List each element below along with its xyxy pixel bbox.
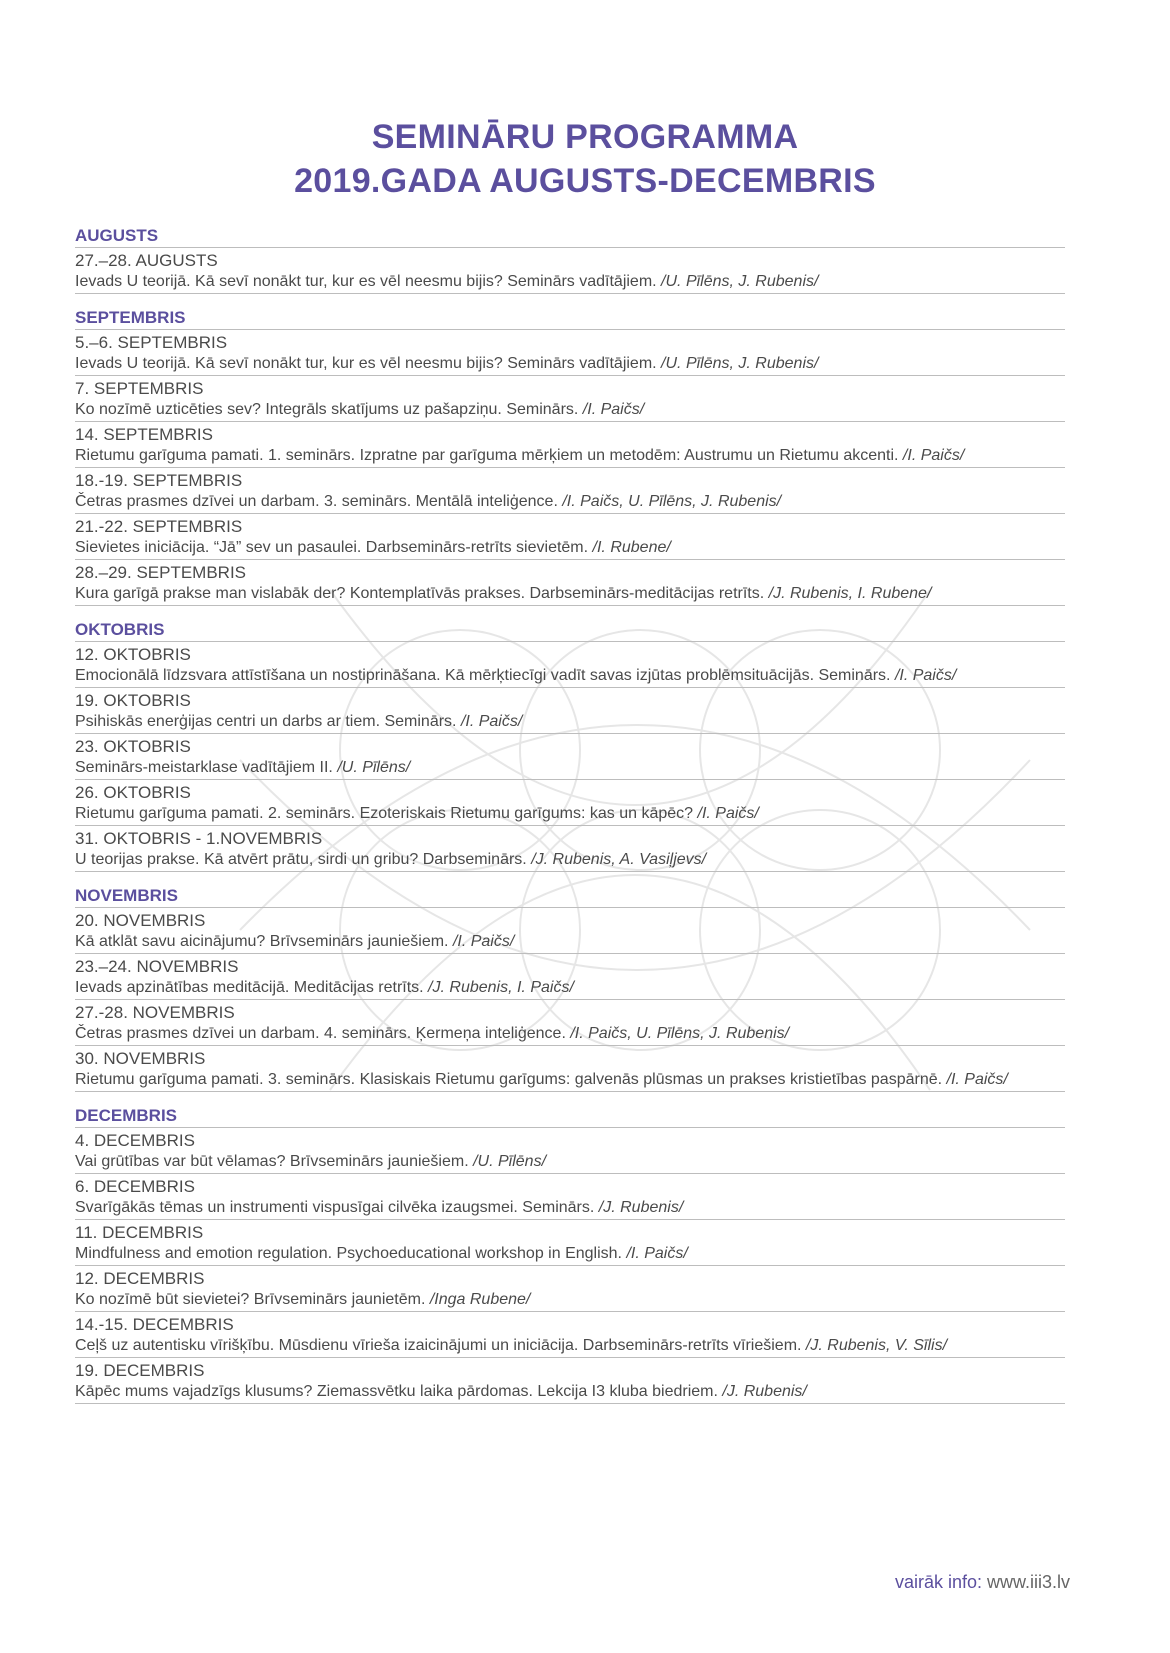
month-section	[75, 308, 1065, 606]
event-description	[75, 1289, 1065, 1310]
month-section	[75, 886, 1065, 1092]
event-author: /J. Rubenis/	[722, 1383, 807, 1400]
event-item	[75, 1174, 1065, 1220]
month-section	[75, 226, 1065, 294]
event-description	[75, 1335, 1065, 1356]
event-date: 27.-28. NOVEMBRIS	[75, 1003, 235, 1022]
event-description	[75, 399, 1065, 420]
event-author: /J. Rubenis, I. Rubene/	[768, 585, 932, 602]
event-author: /I. Paičs/	[894, 667, 957, 684]
event-description	[75, 803, 1065, 824]
event-item	[75, 1000, 1065, 1046]
event-description	[75, 665, 1065, 686]
event-description	[75, 271, 1065, 292]
event-date: 27.–28. AUGUSTS	[75, 251, 218, 270]
event-date: 14. SEPTEMBRIS	[75, 425, 213, 444]
event-description	[75, 353, 1065, 374]
event-date: 20. NOVEMBRIS	[75, 911, 206, 930]
event-author: /I. Paičs/	[902, 447, 965, 464]
month-section	[75, 620, 1065, 872]
event-item	[75, 1266, 1065, 1312]
month-section	[75, 1106, 1065, 1404]
event-date: 23. OKTOBRIS	[75, 737, 191, 756]
event-item	[75, 422, 1065, 468]
footer-url[interactable]: www.iii3.lv	[986, 1572, 1070, 1592]
event-description	[75, 931, 1065, 952]
event-author: /U. Pīlēns/	[473, 1153, 547, 1170]
event-date: 26. OKTOBRIS	[75, 783, 191, 802]
event-description	[75, 537, 1065, 558]
event-author: /I. Paičs, U. Pīlēns, J. Rubenis/	[562, 493, 782, 510]
event-text: Ievads apzinātības meditācijā. Meditācijas retrīts.	[75, 979, 429, 996]
event-description	[75, 849, 1065, 870]
event-text: Rietumu garīguma pamati. 2. seminārs. Ezoteriskais Rietumu garīgums: kas un kāpēc?	[75, 805, 698, 822]
event-date: 14.-15. DECEMBRIS	[75, 1315, 234, 1334]
event-item	[75, 330, 1065, 376]
event-text: Vai grūtības var būt vēlamas? Brīvseminārs jauniešiem.	[75, 1153, 474, 1170]
event-description	[75, 1151, 1065, 1172]
event-text: Emocionālā līdzsvara attīstīšana un nostiprināšana. Kā mērķtiecīgi vadīt savas izjūtas problēmsituācijās. Seminārs.	[75, 667, 895, 684]
event-author: /I. Paičs/	[626, 1245, 688, 1262]
event-description	[75, 757, 1065, 778]
event-text: Ko nozīmē būt sievietei? Brīvseminārs jaunietēm.	[75, 1291, 430, 1308]
event-item	[75, 908, 1065, 954]
event-text: Četras prasmes dzīvei un darbam. 3. seminārs. Mentālā inteliģence.	[75, 493, 563, 510]
event-text: Kura garīgā prakse man vislabāk der? Kontemplatīvās prakses. Darbseminārs-meditācijas retrīts.	[75, 585, 769, 602]
event-item	[75, 642, 1065, 688]
event-description	[75, 977, 1065, 998]
event-author: /J. Rubenis, V. Sīlis/	[805, 1337, 948, 1354]
event-item	[75, 514, 1065, 560]
event-item	[75, 560, 1065, 606]
event-author: /U. Pīlēns, J. Rubenis/	[661, 273, 819, 290]
event-author: /J. Rubenis, A. Vasiļjevs/	[531, 851, 707, 868]
event-author: /I. Paičs/	[460, 713, 523, 730]
event-author: /I. Rubene/	[592, 539, 671, 556]
event-description	[75, 1381, 1065, 1402]
month-heading: NOVEMBRIS	[75, 886, 1065, 908]
event-description	[75, 1023, 1065, 1044]
event-text: Svarīgākās tēmas un instrumenti vispusīgai cilvēka izaugsmei. Seminārs.	[75, 1199, 599, 1216]
event-author: /Inga Rubene/	[429, 1291, 531, 1308]
event-description	[75, 445, 1065, 466]
event-text: Ievads U teorijā. Kā sevī nonākt tur, kur es vēl neesmu bijis? Seminārs vadītājiem.	[75, 355, 662, 372]
footer-label: vairāk info:	[894, 1572, 987, 1592]
event-item	[75, 1046, 1065, 1092]
event-item	[75, 1220, 1065, 1266]
footer-info	[895, 1572, 1070, 1593]
event-item	[75, 248, 1065, 294]
event-date: 23.–24. NOVEMBRIS	[75, 957, 239, 976]
event-author: /I. Paičs/	[582, 401, 645, 418]
event-author: /I. Paičs/	[946, 1071, 1008, 1088]
event-date: 5.–6. SEPTEMBRIS	[75, 333, 228, 352]
event-text: Kāpēc mums vajadzīgs klusums? Ziemassvētku laika pārdomas. Lekcija I3 kluba biedriem.	[75, 1383, 723, 1400]
event-date: 11. DECEMBRIS	[75, 1223, 204, 1242]
event-item	[75, 734, 1065, 780]
month-heading: DECEMBRIS	[75, 1106, 1065, 1128]
event-item	[75, 376, 1065, 422]
event-description	[75, 491, 1065, 512]
event-description	[75, 1243, 1065, 1264]
event-date: 4. DECEMBRIS	[75, 1131, 195, 1150]
event-text: Ko nozīmē uzticēties sev? Integrāls skatījums uz pašapziņu. Seminārs.	[75, 401, 583, 418]
event-description	[75, 1197, 1065, 1218]
event-text: Kā atklāt savu aicinājumu? Brīvseminārs jauniešiem.	[75, 933, 453, 950]
event-author: /J. Rubenis/	[598, 1199, 684, 1216]
event-text: Seminārs-meistarklase vadītājiem II.	[75, 759, 338, 776]
event-date: 21.-22. SEPTEMBRIS	[75, 517, 243, 536]
event-date: 19. DECEMBRIS	[75, 1361, 205, 1380]
month-heading: AUGUSTS	[75, 226, 1065, 248]
event-author: /I. Paičs/	[452, 933, 515, 950]
event-text: Rietumu garīguma pamati. 3. seminārs. Klasiskais Rietumu garīgums: galvenās plūsmas un prakses kristietības paspārnē.	[75, 1071, 947, 1088]
page-title-line-2: 2019.GADA AUGUSTS-DECEMBRIS	[294, 162, 876, 200]
event-text: U teorijas prakse. Kā atvērt prātu, sirdi un gribu? Darbseminārs.	[75, 851, 532, 868]
event-date: 19. OKTOBRIS	[75, 691, 191, 710]
page-title-line-1: SEMINĀRU PROGRAMMA	[371, 118, 799, 156]
event-text: Psihiskās enerģijas centri un darbs ar tiem. Seminārs.	[75, 713, 461, 730]
event-date: 6. DECEMBRIS	[75, 1177, 195, 1196]
event-item	[75, 826, 1065, 872]
event-description	[75, 711, 1065, 732]
event-date: 31. OKTOBRIS - 1.NOVEMBRIS	[75, 829, 323, 848]
event-description	[75, 583, 1065, 604]
event-item	[75, 780, 1065, 826]
seminar-schedule	[75, 226, 1065, 1404]
event-date: 18.-19. SEPTEMBRIS	[75, 471, 243, 490]
event-author: /U. Pīlēns/	[337, 759, 411, 776]
event-text: Sievietes iniciācija. “Jā” sev un pasaulei. Darbseminārs-retrīts sievietēm.	[75, 539, 593, 556]
event-text: Ceļš uz autentisku vīrišķību. Mūsdienu vīrieša izaicinājumi un iniciācija. Darbseminārs-retrīts vīriešiem.	[75, 1337, 806, 1354]
month-heading: OKTOBRIS	[75, 620, 1065, 642]
event-item	[75, 468, 1065, 514]
event-date: 12. OKTOBRIS	[75, 645, 191, 664]
event-author: /I. Paičs/	[697, 805, 759, 822]
event-item	[75, 1128, 1065, 1174]
event-date: 12. DECEMBRIS	[75, 1269, 205, 1288]
event-text: Mindfulness and emotion regulation. Psychoeducational workshop in English.	[75, 1245, 627, 1262]
event-author: /I. Paičs, U. Pīlēns, J. Rubenis/	[570, 1025, 790, 1042]
event-date: 30. NOVEMBRIS	[75, 1049, 206, 1068]
event-item	[75, 954, 1065, 1000]
event-item	[75, 688, 1065, 734]
event-text: Četras prasmes dzīvei un darbam. 4. seminārs. Ķermeņa inteliģence.	[75, 1025, 571, 1042]
event-item	[75, 1312, 1065, 1358]
event-description	[75, 1069, 1065, 1090]
event-text: Ievads U teorijā. Kā sevī nonākt tur, kur es vēl neesmu bijis? Seminārs vadītājiem.	[75, 273, 662, 290]
event-author: /J. Rubenis, I. Paičs/	[428, 979, 574, 996]
event-date: 28.–29. SEPTEMBRIS	[75, 563, 247, 582]
event-text: Rietumu garīguma pamati. 1. seminārs. Izpratne par garīguma mērķiem un metodēm: Austrumu un Rietumu akcenti.	[75, 447, 903, 464]
event-date: 7. SEPTEMBRIS	[75, 379, 204, 398]
event-author: /U. Pīlēns, J. Rubenis/	[661, 355, 819, 372]
event-item	[75, 1358, 1065, 1404]
month-heading: SEPTEMBRIS	[75, 308, 1065, 330]
